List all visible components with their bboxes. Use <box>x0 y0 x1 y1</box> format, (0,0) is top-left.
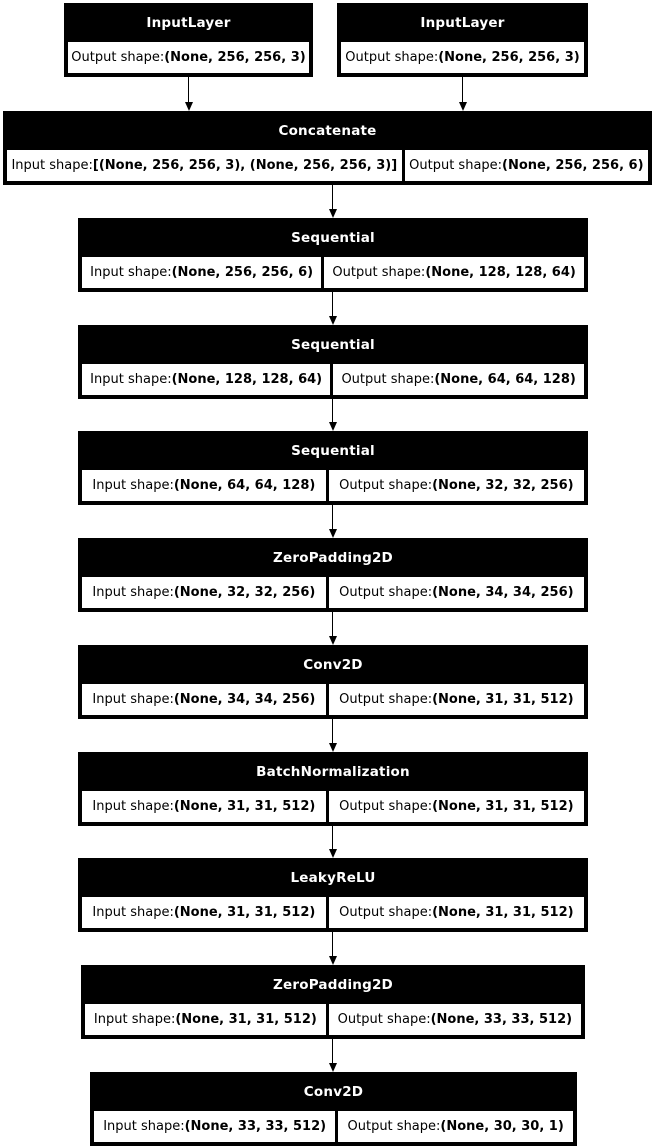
edge-input2-to-concatenate <box>458 77 467 111</box>
output-shape-value: (None, 30, 30, 1) <box>440 1119 564 1134</box>
input-shape-cell <box>82 364 330 395</box>
edge-zeropadding2d-1-to-conv2d-1 <box>328 612 337 645</box>
input-shape-label: Input shape: <box>92 799 174 814</box>
edge-line <box>332 826 334 849</box>
output-shape-label: Output shape: <box>341 372 435 387</box>
output-shape-value: (None, 31, 31, 512) <box>432 905 574 920</box>
arrowhead-icon <box>329 316 337 325</box>
arrowhead-icon <box>329 209 337 218</box>
output-shape-cell <box>329 897 584 928</box>
edge-line <box>332 185 334 209</box>
output-shape-cell <box>329 470 584 501</box>
input-shape-label: Input shape: <box>92 692 174 707</box>
input-shape-cell <box>82 897 326 928</box>
output-shape-cell <box>405 150 648 181</box>
input-shape-cell <box>94 1111 335 1142</box>
output-shape-cell <box>329 577 584 608</box>
node-sequential-2 <box>78 325 588 399</box>
edge-concatenate-to-sequential-1 <box>328 185 337 218</box>
input-shape-cell <box>82 470 326 501</box>
arrowhead-icon <box>329 1063 337 1072</box>
edge-leakyrelu-to-zeropadding2d-2 <box>328 932 337 965</box>
node-zeropadding2d-1 <box>78 538 588 612</box>
input-shape-value: (None, 31, 31, 512) <box>173 905 316 920</box>
input-shape-label: Input shape: <box>11 158 93 173</box>
output-shape-label: Output shape: <box>347 1119 441 1134</box>
output-shape-value: (None, 256, 256, 3) <box>438 50 580 65</box>
edge-line <box>332 399 334 422</box>
edge-batchnormalization-to-leakyrelu <box>328 826 337 858</box>
output-shape-label: Output shape: <box>337 1012 431 1027</box>
output-shape-label: Output shape: <box>71 50 165 65</box>
node-conv2d-2 <box>90 1072 577 1146</box>
edge-line <box>332 612 334 636</box>
output-shape-value: (None, 33, 33, 512) <box>430 1012 573 1027</box>
layer-type-title: BatchNormalization <box>256 764 410 780</box>
output-shape-cell <box>338 1111 573 1142</box>
edge-line <box>332 1039 334 1063</box>
input-shape-cell <box>82 577 326 608</box>
input-shape-value: (None, 33, 33, 512) <box>184 1119 327 1134</box>
edge-conv2d-1-to-batchnormalization <box>328 719 337 752</box>
layer-type-title: Sequential <box>291 443 375 459</box>
input-shape-value: (None, 31, 31, 512) <box>173 799 316 814</box>
layer-type-title: Sequential <box>291 337 375 353</box>
output-shape-cell <box>68 42 309 73</box>
edge-sequential-2-to-sequential-3 <box>328 399 337 431</box>
node-concatenate <box>3 111 652 185</box>
output-shape-value: (None, 32, 32, 256) <box>432 478 574 493</box>
input-shape-value: [(None, 256, 256, 3), (None, 256, 256, 3)] <box>92 158 398 173</box>
edge-line <box>462 77 464 102</box>
output-shape-cell <box>329 684 584 715</box>
node-leakyrelu <box>78 858 588 932</box>
node-inputlayer-1 <box>64 3 313 77</box>
layer-type-title: InputLayer <box>146 15 231 31</box>
node-sequential-3 <box>78 431 588 505</box>
output-shape-cell <box>329 791 584 822</box>
layer-type-title: ZeroPadding2D <box>273 977 393 993</box>
input-shape-cell <box>82 684 326 715</box>
input-shape-value: (None, 31, 31, 512) <box>175 1012 317 1027</box>
edge-sequential-3-to-zeropadding2d-1 <box>328 505 337 538</box>
node-inputlayer-2 <box>337 3 588 77</box>
output-shape-value: (None, 128, 128, 64) <box>425 265 576 280</box>
output-shape-cell <box>333 364 584 395</box>
input-shape-label: Input shape: <box>103 1119 185 1134</box>
arrowhead-icon <box>329 743 337 752</box>
node-batchnormalization <box>78 752 588 826</box>
input-shape-cell <box>82 791 326 822</box>
input-shape-label: Input shape: <box>92 585 174 600</box>
edge-line <box>332 719 334 743</box>
output-shape-label: Output shape: <box>339 478 433 493</box>
output-shape-label: Output shape: <box>339 692 433 707</box>
input-shape-value: (None, 34, 34, 256) <box>173 692 316 707</box>
output-shape-value: (None, 256, 256, 6) <box>502 158 644 173</box>
arrowhead-icon <box>329 636 337 645</box>
arrowhead-icon <box>185 102 193 111</box>
output-shape-value: (None, 31, 31, 512) <box>432 799 574 814</box>
input-shape-value: (None, 256, 256, 6) <box>171 265 314 280</box>
input-shape-label: Input shape: <box>92 905 174 920</box>
layer-type-title: Conv2D <box>303 657 363 673</box>
input-shape-label: Input shape: <box>90 265 172 280</box>
output-shape-value: (None, 34, 34, 256) <box>432 585 574 600</box>
edge-sequential-1-to-sequential-2 <box>328 292 337 325</box>
edge-input1-to-concatenate <box>184 77 193 111</box>
input-shape-label: Input shape: <box>90 372 172 387</box>
layer-type-title: ZeroPadding2D <box>273 550 393 566</box>
edge-line <box>332 505 334 529</box>
output-shape-cell <box>341 42 584 73</box>
layer-type-title: InputLayer <box>420 15 505 31</box>
arrowhead-icon <box>329 956 337 965</box>
output-shape-label: Output shape: <box>339 799 433 814</box>
output-shape-cell <box>324 257 584 288</box>
output-shape-label: Output shape: <box>339 905 433 920</box>
node-sequential-1 <box>78 218 588 292</box>
node-zeropadding2d-2 <box>81 965 585 1039</box>
arrowhead-icon <box>329 422 337 431</box>
output-shape-value: (None, 64, 64, 128) <box>434 372 576 387</box>
arrowhead-icon <box>459 102 467 111</box>
node-conv2d-1 <box>78 645 588 719</box>
input-shape-cell <box>82 257 321 288</box>
input-shape-value: (None, 128, 128, 64) <box>171 372 323 387</box>
output-shape-label: Output shape: <box>345 50 439 65</box>
arrowhead-icon <box>329 529 337 538</box>
output-shape-label: Output shape: <box>409 158 503 173</box>
input-shape-value: (None, 64, 64, 128) <box>173 478 316 493</box>
layer-type-title: Concatenate <box>278 123 377 139</box>
input-shape-value: (None, 32, 32, 256) <box>173 585 316 600</box>
output-shape-value: (None, 256, 256, 3) <box>164 50 306 65</box>
input-shape-label: Input shape: <box>92 478 174 493</box>
output-shape-value: (None, 31, 31, 512) <box>432 692 574 707</box>
output-shape-label: Output shape: <box>332 265 426 280</box>
edge-zeropadding2d-2-to-conv2d-2 <box>328 1039 337 1072</box>
arrowhead-icon <box>329 849 337 858</box>
edge-line <box>332 292 334 316</box>
input-shape-label: Input shape: <box>93 1012 176 1027</box>
layer-type-title: Conv2D <box>303 1084 364 1100</box>
edge-line <box>332 932 334 956</box>
input-shape-cell <box>7 150 402 181</box>
edge-line <box>188 77 190 102</box>
layer-type-title: Sequential <box>291 230 375 246</box>
input-shape-cell <box>85 1004 326 1035</box>
output-shape-label: Output shape: <box>339 585 433 600</box>
output-shape-cell <box>329 1004 581 1035</box>
layer-type-title: LeakyReLU <box>290 870 376 886</box>
